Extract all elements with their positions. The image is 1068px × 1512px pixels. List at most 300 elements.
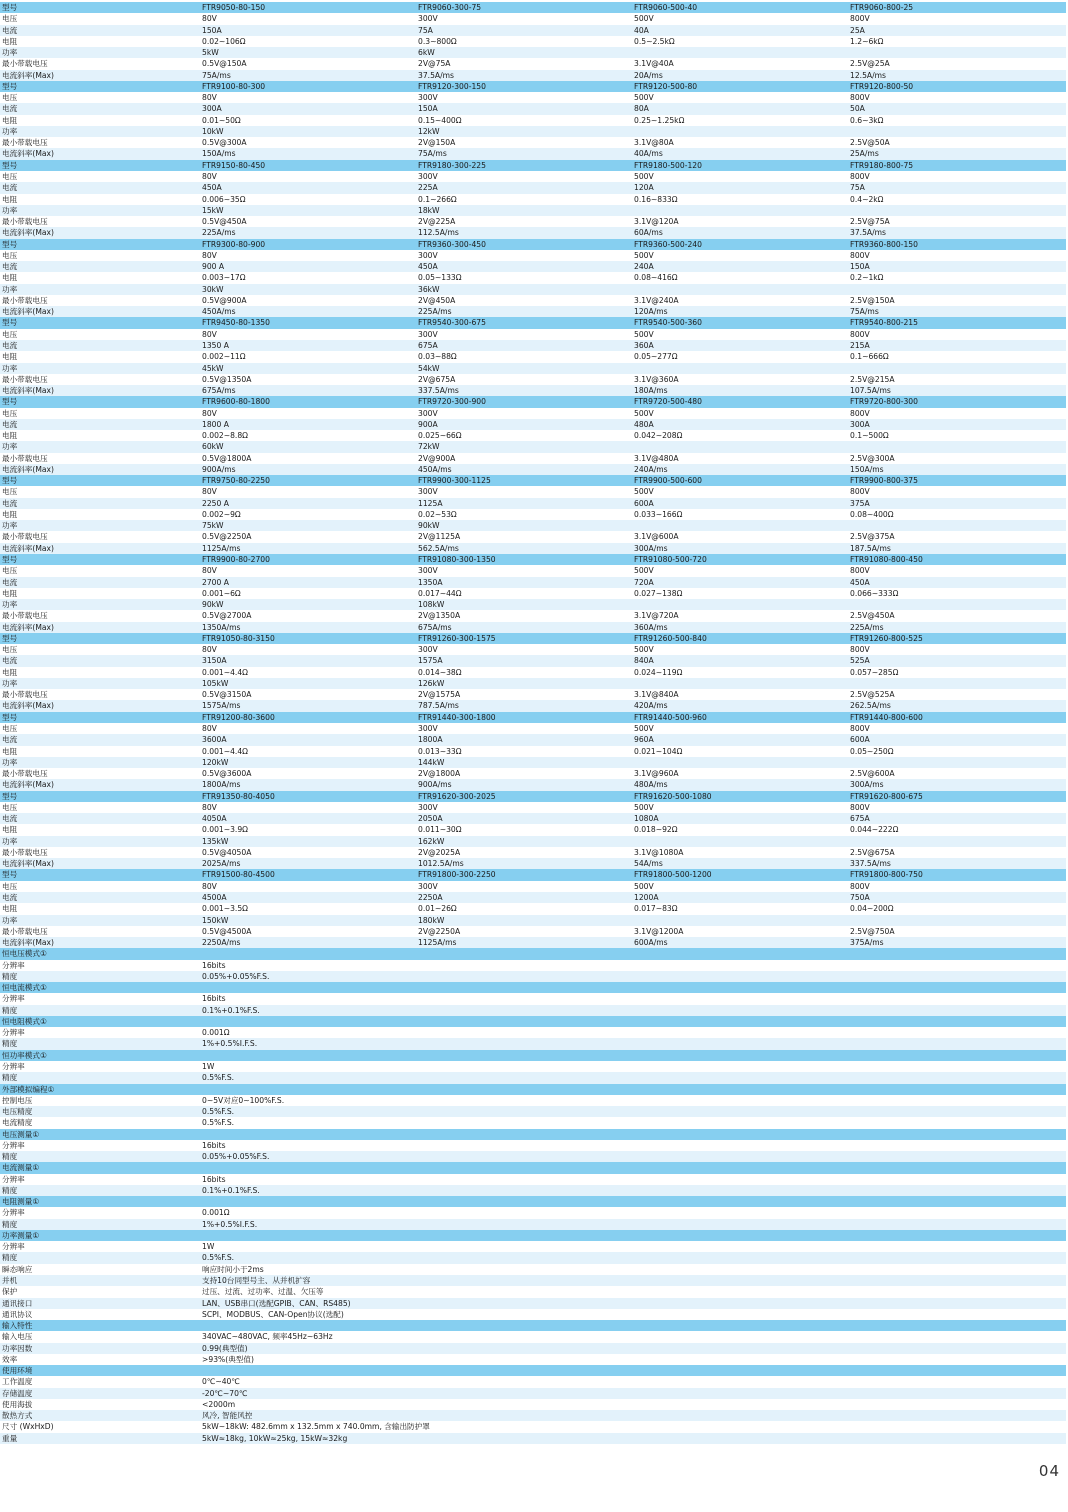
spec-row: [0, 1072, 1066, 1083]
row-label: 功率: [2, 600, 18, 610]
spec-value: 0.05~250Ω: [850, 746, 894, 756]
spec-value: 0.001~4.4Ω: [202, 667, 248, 677]
spec-row: [0, 1117, 1066, 1128]
spec-row-slew: [0, 700, 1066, 711]
spec-row-power: [0, 520, 1066, 531]
model-name: FTR9450-80-1350: [202, 318, 270, 328]
spec-value: 450A: [202, 183, 222, 193]
spec-value: 3.1V@80A: [634, 138, 674, 148]
spec-row: [0, 1309, 1066, 1320]
spec-row-min-voltage: [0, 768, 1066, 779]
row-label: 电压: [2, 171, 18, 181]
spec-value: 0.15~400Ω: [418, 115, 462, 125]
spec-value: 0.03~88Ω: [418, 352, 457, 362]
section-header: [0, 1129, 1066, 1140]
spec-value: 2.5V@525A: [850, 690, 895, 700]
spec-value: 0.017~44Ω: [418, 588, 462, 598]
row-label: 电流: [2, 656, 18, 666]
spec-row: [0, 1264, 1066, 1275]
spec-value: 45kW: [202, 363, 224, 373]
row-label: 型号: [2, 791, 18, 801]
spec-value: 2V@1575A: [418, 690, 461, 700]
spec-value: 36kW: [418, 284, 440, 294]
spec-value: 0.5%F.S.: [202, 1107, 235, 1117]
spec-value: 80V: [202, 250, 217, 260]
spec-value: 1125A/ms: [418, 938, 457, 948]
spec-value: 750A: [850, 892, 870, 902]
row-label: 电流斜率(Max): [2, 149, 54, 159]
spec-value: [632, 284, 848, 295]
spec-value: 0.1%+0.1%F.S.: [202, 1185, 260, 1195]
spec-value: [848, 915, 1066, 926]
spec-value: 5kW≈18kg, 10kW≈25kg, 15kW≈32kg: [202, 1433, 348, 1443]
spec-value: 300V: [418, 250, 438, 260]
spec-value: [632, 757, 848, 768]
spec-value: 675A/ms: [202, 386, 236, 396]
section-title: 功率测量①: [2, 1230, 40, 1240]
spec-row-power: [0, 441, 1066, 452]
model-row: [0, 239, 1066, 250]
spec-value: 525A: [850, 656, 870, 666]
row-label: 电压精度: [2, 1107, 33, 1117]
spec-value: 60kW: [202, 442, 224, 452]
section-title: 恒电压模式①: [2, 949, 47, 959]
model-name: FTR9540-800-215: [850, 318, 918, 328]
spec-value: 0.02~106Ω: [202, 36, 246, 46]
row-label: 精度: [2, 1073, 18, 1083]
spec-row-power: [0, 126, 1066, 137]
row-label: 型号: [2, 81, 18, 91]
spec-row-voltage: [0, 408, 1066, 419]
row-label: 型号: [2, 555, 18, 565]
row-label: 通讯协议: [2, 1309, 33, 1319]
spec-value: [632, 205, 848, 216]
spec-value: 105kW: [202, 678, 229, 688]
spec-value: 3600A: [202, 735, 227, 745]
spec-value: 0~5V对应0~100%F.S.: [202, 1095, 285, 1105]
spec-value: 37.5A/ms: [850, 228, 887, 238]
spec-value: 900A/ms: [202, 464, 236, 474]
model-name: FTR91800-300-2250: [418, 870, 496, 880]
spec-row-resistance: [0, 194, 1066, 205]
spec-value: 500V: [634, 93, 654, 103]
spec-row-current: [0, 182, 1066, 193]
row-label: 使用海拔: [2, 1399, 33, 1409]
row-label: 电流: [2, 25, 18, 35]
model-name: FTR9060-300-75: [418, 3, 482, 12]
row-label: 电流斜率(Max): [2, 386, 54, 396]
row-label: 控制电压: [2, 1095, 33, 1105]
spec-value: 800V: [850, 881, 870, 891]
spec-value: 800V: [850, 724, 870, 733]
spec-value: 337.5A/ms: [850, 859, 891, 869]
row-label: 电流: [2, 419, 18, 429]
spec-value: 1W: [202, 1242, 215, 1252]
spec-value: 25A/ms: [850, 149, 879, 159]
spec-value: 1575A: [418, 656, 443, 666]
row-label: 电阻: [2, 904, 18, 914]
spec-value: 0.5V@150A: [202, 59, 247, 69]
model-name: FTR9900-80-2700: [202, 555, 270, 565]
spec-value: 0.1~500Ω: [850, 431, 889, 441]
spec-value: 80V: [202, 14, 217, 24]
spec-row-power: [0, 915, 1066, 926]
spec-row: [0, 960, 1066, 971]
spec-row: [0, 1061, 1066, 1072]
spec-value: 0.05~277Ω: [634, 352, 678, 362]
row-label: 型号: [2, 3, 18, 12]
spec-value: 2V@900A: [418, 453, 456, 463]
spec-row: [0, 971, 1066, 982]
model-name: FTR91050-80-3150: [202, 633, 275, 643]
spec-row-slew: [0, 306, 1066, 317]
model-name: FTR9540-300-675: [418, 318, 486, 328]
spec-value: 2700 A: [202, 577, 229, 587]
model-name: FTR91620-500-1080: [634, 791, 712, 801]
spec-value: 800V: [850, 802, 870, 812]
spec-value: 0.5V@3600A: [202, 769, 252, 779]
spec-value: 25A: [850, 25, 865, 35]
row-label: 分辨率: [2, 1208, 25, 1218]
model-name: FTR91080-500-720: [634, 555, 707, 565]
spec-value: 720A: [634, 577, 654, 587]
spec-value: [632, 915, 848, 926]
spec-row-min-voltage: [0, 926, 1066, 937]
spec-value: 0.1~266Ω: [418, 194, 457, 204]
spec-value: 300V: [418, 881, 438, 891]
spec-value: 0.024~119Ω: [634, 667, 683, 677]
spec-value: 75A/ms: [202, 70, 231, 80]
spec-value: 80V: [202, 93, 217, 103]
spec-value: 5kW: [202, 48, 219, 58]
spec-value: 112.5A/ms: [418, 228, 459, 238]
spec-row-slew: [0, 543, 1066, 554]
spec-value: [632, 836, 848, 847]
spec-value: 75A/ms: [850, 307, 879, 317]
spec-value: 675A: [418, 340, 438, 350]
spec-value: 0.5%F.S.: [202, 1253, 235, 1263]
model-name: FTR9100-80-300: [202, 81, 266, 91]
spec-value: 800V: [850, 645, 870, 655]
row-label: 电流精度: [2, 1118, 33, 1128]
row-label: 电压: [2, 881, 18, 891]
row-label: 电阻: [2, 273, 18, 283]
spec-value: 75A/ms: [418, 149, 447, 159]
model-row: [0, 475, 1066, 486]
spec-value: 0.08~400Ω: [850, 509, 894, 519]
spec-row-voltage: [0, 565, 1066, 576]
spec-row-current: [0, 577, 1066, 588]
spec-value: 80V: [202, 724, 217, 733]
spec-value: 2V@150A: [418, 138, 456, 148]
spec-row-power: [0, 284, 1066, 295]
row-label: 电流斜率(Max): [2, 70, 54, 80]
spec-row: [0, 1421, 1066, 1432]
spec-value: 响应时间小于2ms: [202, 1264, 264, 1274]
spec-value: 0.5V@4500A: [202, 926, 252, 936]
spec-value: 300V: [418, 724, 438, 733]
spec-value: 2250 A: [202, 498, 229, 508]
spec-row-min-voltage: [0, 295, 1066, 306]
spec-value: 300A/ms: [850, 780, 884, 790]
spec-value: 337.5A/ms: [418, 386, 459, 396]
spec-row-min-voltage: [0, 847, 1066, 858]
row-label: 最小带载电压: [2, 374, 48, 384]
row-label: 电流斜率(Max): [2, 307, 54, 317]
spec-value: 375A: [850, 498, 870, 508]
row-label: 精度: [2, 1005, 18, 1015]
spec-value: 0.5V@900A: [202, 295, 247, 305]
spec-value: 420A/ms: [634, 701, 668, 711]
row-label: 电流斜率(Max): [2, 464, 54, 474]
spec-value: 0.01~50Ω: [202, 115, 241, 125]
spec-value: 3.1V@1080A: [634, 847, 684, 857]
spec-value: 0.002~8.8Ω: [202, 431, 248, 441]
spec-value: [632, 441, 848, 452]
model-name: FTR91440-300-1800: [418, 712, 496, 722]
row-label: 电流斜率(Max): [2, 938, 54, 948]
spec-row: [0, 1027, 1066, 1038]
model-name: FTR9900-800-375: [850, 476, 918, 486]
row-label: 并机: [2, 1276, 18, 1286]
spec-value: 600A: [634, 498, 654, 508]
section-title: 恒功率模式①: [2, 1050, 47, 1060]
spec-value: 180kW: [418, 915, 445, 925]
spec-value: 0.027~138Ω: [634, 588, 683, 598]
section-header: [0, 1365, 1066, 1376]
spec-value: 800V: [850, 566, 870, 576]
spec-value: 支持10台同型号主、从并机扩容: [202, 1276, 311, 1286]
row-label: 电压: [2, 645, 18, 655]
spec-value: 80V: [202, 487, 217, 497]
spec-value: 2.5V@375A: [850, 532, 895, 542]
spec-value: 0.25~1.25kΩ: [634, 115, 685, 125]
row-label: 电阻: [2, 588, 18, 598]
section-header: [0, 1320, 1066, 1331]
spec-row-resistance: [0, 36, 1066, 47]
spec-value: 80A: [634, 104, 649, 114]
spec-value: 800V: [850, 408, 870, 418]
section-header: [0, 1230, 1066, 1241]
row-label: 功率: [2, 363, 18, 373]
model-name: FTR9540-500-360: [634, 318, 702, 328]
model-name: FTR91260-500-840: [634, 633, 707, 643]
spec-value: 50A: [850, 104, 865, 114]
spec-value: 800V: [850, 93, 870, 103]
model-name: FTR91260-300-1575: [418, 633, 496, 643]
model-name: FTR9900-300-1125: [418, 476, 491, 486]
spec-value: 3150A: [202, 656, 227, 666]
row-label: 型号: [2, 239, 18, 249]
spec-value: 300A: [202, 104, 222, 114]
spec-row-min-voltage: [0, 610, 1066, 621]
spec-row: [0, 1286, 1066, 1297]
spec-value: 72kW: [418, 442, 440, 452]
spec-row-slew: [0, 779, 1066, 790]
row-label: 功率: [2, 284, 18, 294]
spec-value: 500V: [634, 14, 654, 24]
model-name: FTR9750-80-2250: [202, 476, 270, 486]
spec-value: 16bits: [202, 1140, 226, 1150]
spec-row: [0, 1106, 1066, 1117]
spec-row-current: [0, 655, 1066, 666]
model-name: FTR91260-800-525: [850, 633, 923, 643]
model-row: [0, 712, 1066, 723]
spec-value: 500V: [634, 329, 654, 339]
row-label: 电压: [2, 724, 18, 733]
spec-value: 风冷, 智能风控: [202, 1411, 253, 1421]
spec-row-current: [0, 498, 1066, 509]
section-header: [0, 1196, 1066, 1207]
spec-row-power: [0, 363, 1066, 374]
model-row: [0, 396, 1066, 407]
spec-value: 0.066~333Ω: [850, 588, 899, 598]
spec-value: 900 A: [202, 262, 225, 272]
spec-value: 900A/ms: [418, 780, 452, 790]
row-label: 电流: [2, 183, 18, 193]
spec-value: 2.5V@450A: [850, 611, 895, 621]
spec-row: [0, 1388, 1066, 1399]
spec-value: 500V: [634, 487, 654, 497]
spec-value: 1350A/ms: [202, 622, 241, 632]
spec-row: [0, 993, 1066, 1004]
spec-value: 3.1V@600A: [634, 532, 679, 542]
row-label: 最小带载电压: [2, 453, 48, 463]
spec-value: 500V: [634, 881, 654, 891]
spec-row: [0, 1433, 1066, 1444]
spec-value: 262.5A/ms: [850, 701, 891, 711]
spec-value: 0.1~666Ω: [850, 352, 889, 362]
spec-value: 2V@225A: [418, 217, 456, 227]
spec-value: 840A: [634, 656, 654, 666]
spec-value: 0.033~166Ω: [634, 509, 683, 519]
spec-row: [0, 1151, 1066, 1162]
section-header: [0, 1084, 1066, 1095]
spec-value: 0.5V@3150A: [202, 690, 252, 700]
model-name: FTR9720-300-900: [418, 397, 486, 407]
spec-value: 90kW: [418, 521, 440, 531]
spec-value: 0.4~2kΩ: [850, 194, 884, 204]
spec-value: 144kW: [418, 757, 445, 767]
spec-value: 2V@450A: [418, 295, 456, 305]
spec-value: 0.5V@1800A: [202, 453, 252, 463]
spec-value: 1%+0.5%I.F.S.: [202, 1039, 258, 1049]
spec-value: 4050A: [202, 814, 227, 824]
model-row: [0, 2, 1066, 13]
spec-row: [0, 1207, 1066, 1218]
spec-value: 2.5V@300A: [850, 453, 895, 463]
model-name: FTR9180-300-225: [418, 160, 486, 170]
spec-value: 12.5A/ms: [850, 70, 887, 80]
spec-row-power: [0, 836, 1066, 847]
spec-value: 1%+0.5%I.F.S.: [202, 1219, 258, 1229]
row-label: 电压: [2, 93, 18, 103]
spec-row: [0, 1252, 1066, 1263]
spec-value: 16bits: [202, 994, 226, 1004]
spec-value: 40A: [634, 25, 649, 35]
spec-value: 18kW: [418, 205, 440, 215]
spec-value: 75A: [850, 183, 865, 193]
spec-value: 300V: [418, 171, 438, 181]
spec-value: 1W: [202, 1061, 215, 1071]
spec-value: 80V: [202, 329, 217, 339]
model-name: FTR91500-80-4500: [202, 870, 275, 880]
model-name: FTR91080-800-450: [850, 555, 923, 565]
spec-value: 80V: [202, 645, 217, 655]
spec-row-slew: [0, 70, 1066, 81]
spec-value: 90kW: [202, 600, 224, 610]
spec-value: 0.08~416Ω: [634, 273, 678, 283]
spec-value: [632, 363, 848, 374]
spec-value: 600A: [850, 735, 870, 745]
spec-value: 0.1%+0.1%F.S.: [202, 1005, 260, 1015]
row-label: 型号: [2, 712, 18, 722]
row-label: 电流: [2, 892, 18, 902]
spec-row-current: [0, 103, 1066, 114]
spec-row: [0, 1399, 1066, 1410]
spec-value: 500V: [634, 802, 654, 812]
spec-value: 240A/ms: [634, 464, 668, 474]
row-label: 电阻: [2, 746, 18, 756]
spec-row-resistance: [0, 588, 1066, 599]
spec-value: 3.1V@240A: [634, 295, 679, 305]
spec-value: 3.1V@1200A: [634, 926, 684, 936]
spec-row: [0, 1005, 1066, 1016]
model-name: FTR9120-800-50: [850, 81, 914, 91]
row-label: 功率: [2, 757, 18, 767]
row-label: 型号: [2, 633, 18, 643]
spec-value: 2025A/ms: [202, 859, 241, 869]
spec-value: 80V: [202, 881, 217, 891]
section-header: [0, 948, 1066, 959]
spec-value: 1350A: [418, 577, 443, 587]
spec-value: 1575A/ms: [202, 701, 241, 711]
spec-value: 80V: [202, 566, 217, 576]
spec-value: 340VAC~480VAC, 频率45Hz~63Hz: [202, 1332, 333, 1342]
row-label: 最小带载电压: [2, 690, 48, 700]
section-header: [0, 1016, 1066, 1027]
spec-row: [0, 1219, 1066, 1230]
model-name: FTR9060-800-25: [850, 3, 914, 12]
spec-value: 1080A: [634, 814, 659, 824]
spec-value: 120A/ms: [634, 307, 668, 317]
row-label: 型号: [2, 318, 18, 328]
spec-row-power: [0, 757, 1066, 768]
model-name: FTR9060-500-40: [634, 3, 698, 12]
spec-value: 150A: [418, 104, 438, 114]
spec-value: 0.5~2.5kΩ: [634, 36, 675, 46]
spec-value: >93%(典型值): [202, 1354, 254, 1364]
spec-value: [632, 126, 848, 137]
row-label: 电流斜率(Max): [2, 228, 54, 238]
spec-value: 0.99(典型值): [202, 1343, 248, 1353]
row-label: 功率: [2, 48, 18, 58]
spec-value: 150A/ms: [202, 149, 236, 159]
model-name: FTR9360-500-240: [634, 239, 702, 249]
row-label: 精度: [2, 1185, 18, 1195]
row-label: 电压: [2, 329, 18, 339]
spec-value: 240A: [634, 262, 654, 272]
spec-value: 2V@2025A: [418, 847, 461, 857]
row-label: 功率因数: [2, 1343, 33, 1353]
spec-row-slew: [0, 937, 1066, 948]
spec-value: 54kW: [418, 363, 440, 373]
spec-value: 1012.5A/ms: [418, 859, 464, 869]
row-label: 电流: [2, 577, 18, 587]
spec-value: 0.025~66Ω: [418, 431, 462, 441]
model-name: FTR91620-800-675: [850, 791, 923, 801]
spec-row-voltage: [0, 644, 1066, 655]
